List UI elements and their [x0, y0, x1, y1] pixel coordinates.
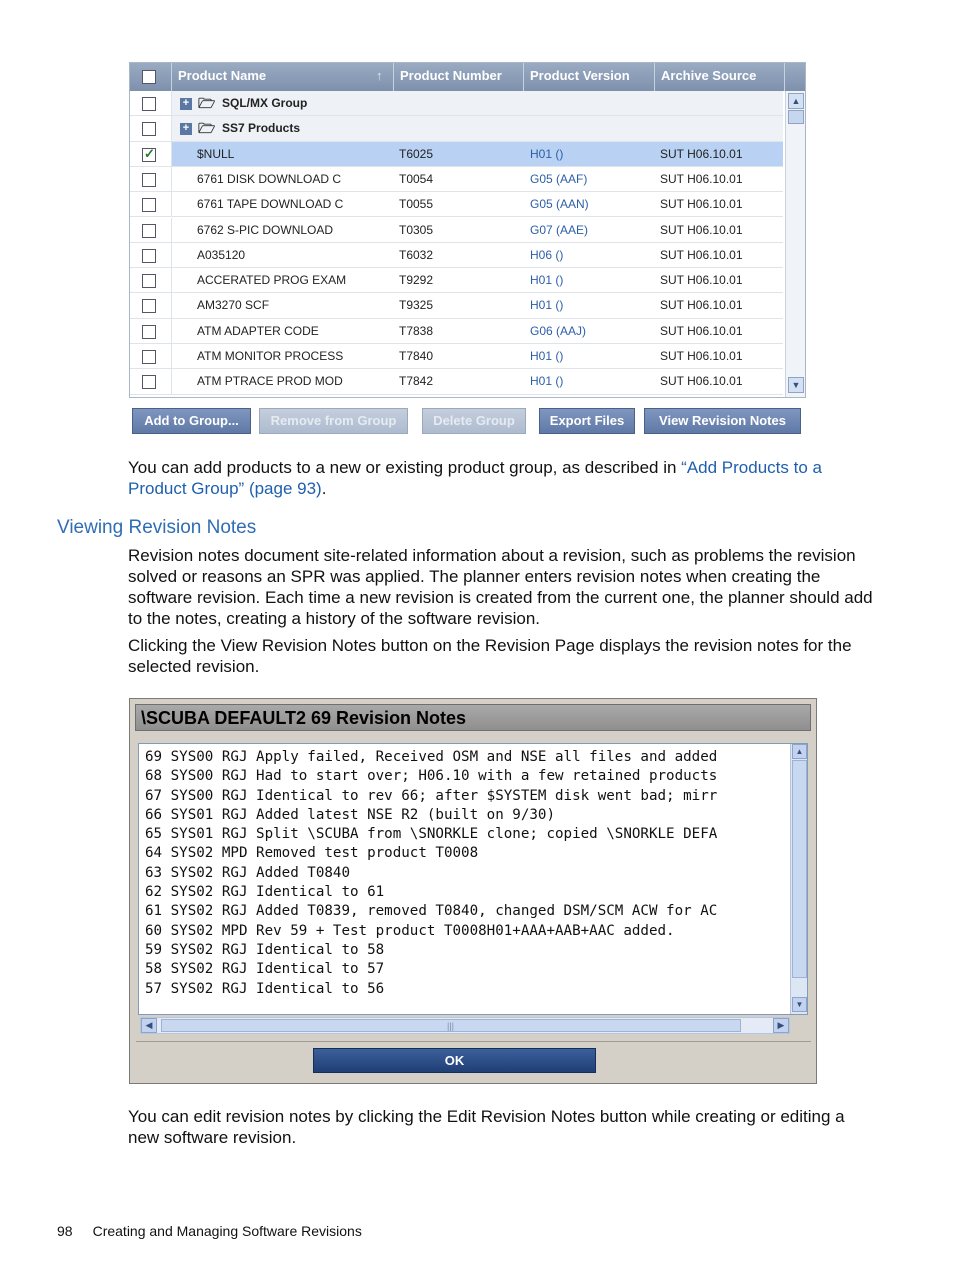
scroll-down-icon[interactable]: ▼ — [792, 997, 807, 1012]
dialog-divider — [136, 1041, 811, 1042]
archive-source-cell: SUT H06.10.01 — [660, 222, 743, 237]
table-row[interactable] — [130, 369, 783, 394]
checkbox-cell — [130, 268, 172, 292]
row-checkbox[interactable] — [142, 198, 156, 212]
checkbox-cell — [130, 369, 172, 393]
product-name-cell: 6761 DISK DOWNLOAD C — [197, 171, 342, 186]
product-name-cell: ATM PTRACE PROD MOD — [197, 374, 343, 389]
product-name-cell: ATM ADAPTER CODE — [197, 323, 319, 338]
product-version-cell: H01 () — [530, 298, 564, 313]
notes-vertical-scrollbar[interactable] — [790, 744, 807, 1014]
row-checkbox[interactable] — [142, 299, 156, 313]
checkbox-cell — [130, 218, 172, 242]
table-row[interactable] — [130, 167, 783, 192]
scroll-up-icon[interactable]: ▲ — [788, 93, 804, 109]
row-checkbox[interactable] — [142, 148, 156, 162]
paragraph-revision-notes: Revision notes document site-related information about a revision, such as problems the revision solved or reasons an SPR was applied. The planner enters revision notes when creating the software revision. Each time a new revision is created from the current one, the planner should add to the notes, creating a history of the software revision. — [128, 546, 873, 628]
product-version-cell: G05 (AAF) — [530, 171, 588, 186]
sort-up-arrow-icon: ↑ — [376, 68, 383, 83]
product-number-cell: T9325 — [399, 298, 434, 313]
product-name-cell: A035120 — [197, 247, 246, 262]
checkbox-cell — [130, 192, 172, 216]
page-footer — [57, 1222, 362, 1240]
product-name-cell: 6761 TAPE DOWNLOAD C — [197, 197, 344, 212]
row-checkbox[interactable] — [142, 97, 156, 111]
group-name: SS7 Products — [222, 121, 301, 136]
scroll-left-icon[interactable]: ◀ — [141, 1018, 157, 1033]
scroll-thumb[interactable] — [792, 760, 807, 978]
archive-source-cell: SUT H06.10.01 — [660, 247, 743, 262]
product-name-cell: AM3270 SCF — [197, 298, 270, 313]
archive-source-cell: SUT H06.10.01 — [660, 323, 743, 338]
note-line: 62 SYS02 RGJ Identical to 61 — [145, 884, 385, 901]
table-row[interactable] — [130, 344, 783, 369]
product-name-cell: $NULL — [197, 146, 235, 161]
note-line: 67 SYS00 RGJ Identical to rev 66; after $SYSTEM disk went bad; mirr — [145, 787, 718, 804]
product-number-cell: T6032 — [399, 247, 434, 262]
archive-source-cell: SUT H06.10.01 — [660, 197, 743, 212]
group-name: SQL/MX Group — [222, 96, 308, 110]
checkbox-cell — [130, 293, 172, 317]
checkbox-cell — [130, 91, 172, 115]
product-number-cell: T0054 — [399, 171, 434, 186]
notes-content — [145, 748, 788, 1010]
product-number-cell: T9292 — [399, 273, 434, 288]
scroll-up-icon[interactable]: ▲ — [792, 744, 807, 759]
product-number-cell: T0055 — [399, 197, 434, 212]
table-body — [130, 91, 783, 397]
ok-button[interactable]: OK — [313, 1048, 596, 1073]
select-all-checkbox[interactable] — [142, 70, 156, 84]
revision-notes-dialog — [129, 698, 817, 1084]
table-button-row — [129, 408, 806, 434]
archive-source-cell: SUT H06.10.01 — [660, 349, 743, 363]
checkbox-cell — [130, 243, 172, 267]
product-number-cell: T7842 — [399, 374, 434, 389]
archive-source-cell: SUT H06.10.01 — [660, 273, 743, 288]
col-product-name-label: Product Name — [178, 68, 267, 83]
table-header — [130, 63, 805, 91]
product-table — [129, 62, 806, 398]
export-files-button[interactable]: Export Files — [539, 408, 635, 434]
expand-icon[interactable]: + — [180, 123, 192, 135]
note-line: 57 SYS02 RGJ Identical to 56 — [145, 980, 385, 997]
table-row[interactable] — [130, 319, 783, 344]
remove-from-group-button[interactable]: Remove from Group — [259, 408, 408, 434]
product-name-cell: ACCERATED PROG EXAM — [197, 273, 347, 288]
product-version-cell: H01 () — [530, 374, 564, 389]
col-product-version[interactable]: Product Version — [524, 63, 655, 91]
note-line: 63 SYS02 RGJ Added T0840 — [145, 864, 350, 881]
expand-icon[interactable]: + — [180, 98, 192, 110]
product-name-cell: 6762 S-PIC DOWNLOAD — [197, 222, 334, 237]
product-version-cell: H01 () — [530, 146, 564, 161]
note-line: 66 SYS01 RGJ Added latest NSE R2 (built on 9/30) — [145, 806, 555, 823]
scroll-thumb-horizontal[interactable] — [161, 1019, 741, 1032]
note-line: 69 SYS00 RGJ Apply failed, Received OSM and NSE all files and added — [145, 749, 718, 765]
product-version-cell: G06 (AAJ) — [530, 323, 587, 338]
product-version-cell: G05 (AAN) — [530, 197, 589, 212]
page-number: 98 — [57, 1223, 73, 1239]
para1-suffix: . — [321, 479, 327, 498]
row-checkbox[interactable] — [142, 274, 156, 288]
view-revision-notes-button[interactable]: View Revision Notes — [644, 408, 801, 434]
archive-source-cell: SUT H06.10.01 — [660, 298, 743, 313]
product-version-cell: H01 () — [530, 349, 564, 363]
product-version-cell: G07 (AAE) — [530, 222, 589, 237]
grip-icon: ||| — [447, 1021, 455, 1031]
folder-icon: 🗁 — [198, 120, 216, 137]
scroll-right-icon[interactable]: ▶ — [773, 1018, 789, 1033]
note-line: 65 SYS01 RGJ Split \SCUBA from \SNORKLE clone; copied \SNORKLE DEFA — [145, 826, 718, 843]
dialog-title: \SCUBA DEFAULT2 69 Revision Notes — [141, 708, 467, 728]
table-row[interactable] — [130, 192, 783, 217]
notes-horizontal-scrollbar[interactable] — [140, 1017, 790, 1034]
table-row[interactable] — [130, 268, 783, 293]
product-number-cell: T7838 — [399, 323, 434, 338]
col-product-name[interactable] — [172, 63, 394, 91]
note-line: 61 SYS02 RGJ Added T0839, removed T0840, changed DSM/SCM ACW for AC — [145, 903, 718, 920]
product-version-cell: H06 () — [530, 247, 564, 262]
product-number-cell: T0305 — [399, 222, 434, 237]
row-checkbox[interactable] — [142, 173, 156, 187]
scroll-thumb[interactable] — [788, 110, 804, 124]
group-row[interactable] — [130, 116, 783, 141]
checkbox-cell — [130, 344, 172, 368]
table-row[interactable] — [130, 243, 783, 268]
paragraph-add-products — [128, 457, 848, 499]
group-row[interactable] — [130, 91, 783, 116]
checkbox-cell — [130, 142, 172, 166]
product-version-cell: H01 () — [530, 273, 564, 288]
note-line: 60 SYS02 MPD Rev 59 + Test product T0008H01+AAA+AAB+AAC added. — [145, 922, 675, 939]
dialog-title-bar — [135, 704, 811, 731]
col-product-number[interactable]: Product Number — [394, 63, 524, 91]
row-checkbox[interactable] — [142, 224, 156, 238]
select-all-cell — [130, 63, 172, 91]
note-line: 59 SYS02 RGJ Identical to 58 — [145, 941, 385, 958]
product-number-cell: T6025 — [399, 146, 434, 161]
archive-source-cell: SUT H06.10.01 — [660, 374, 743, 389]
checkbox-cell — [130, 319, 172, 343]
checkbox-cell — [130, 116, 172, 140]
add-products-link[interactable]: “Add Products to a Product Group” (page 93) — [128, 458, 822, 498]
checkbox-cell — [130, 167, 172, 191]
folder-icon: 🗁 — [198, 95, 216, 111]
product-number-cell: T7840 — [399, 349, 434, 363]
table-row[interactable] — [130, 293, 783, 318]
row-checkbox[interactable] — [142, 122, 156, 136]
delete-group-button[interactable]: Delete Group — [422, 408, 526, 434]
product-list-screenshot — [129, 62, 806, 438]
notes-textarea[interactable] — [138, 743, 808, 1015]
paragraph-edit-notes: You can edit revision notes by clicking the Edit Revision Notes button while creating or editing a new software revision. — [128, 1107, 845, 1147]
product-name-cell: ATM MONITOR PROCESS — [197, 349, 344, 363]
table-row[interactable] — [130, 142, 783, 167]
table-vertical-scrollbar[interactable] — [785, 91, 805, 397]
note-line: 64 SYS02 MPD Removed test product T0008 — [145, 845, 479, 862]
archive-source-cell: SUT H06.10.01 — [660, 146, 743, 161]
note-line: 68 SYS00 RGJ Had to start over; H06.10 with a few retained products — [145, 768, 718, 785]
paragraph-view-button: Clicking the View Revision Notes button on the Revision Page displays the revision notes for the selected revision. — [128, 636, 852, 676]
para1-text: You can add products to a new or existing product group, as described in — [128, 458, 682, 477]
archive-source-cell: SUT H06.10.01 — [660, 171, 743, 186]
col-archive-source[interactable]: Archive Source — [655, 63, 785, 91]
row-checkbox[interactable] — [142, 325, 156, 339]
row-checkbox[interactable] — [142, 350, 156, 364]
scroll-down-icon[interactable]: ▼ — [788, 377, 804, 393]
note-line: 58 SYS02 RGJ Identical to 57 — [145, 961, 385, 978]
row-checkbox[interactable] — [142, 375, 156, 389]
section-heading: Viewing Revision Notes — [57, 517, 257, 538]
add-to-group-button[interactable]: Add to Group... — [132, 408, 251, 434]
table-row[interactable] — [130, 218, 783, 243]
chapter-title: Creating and Managing Software Revisions — [92, 1223, 362, 1239]
row-checkbox[interactable] — [142, 249, 156, 263]
